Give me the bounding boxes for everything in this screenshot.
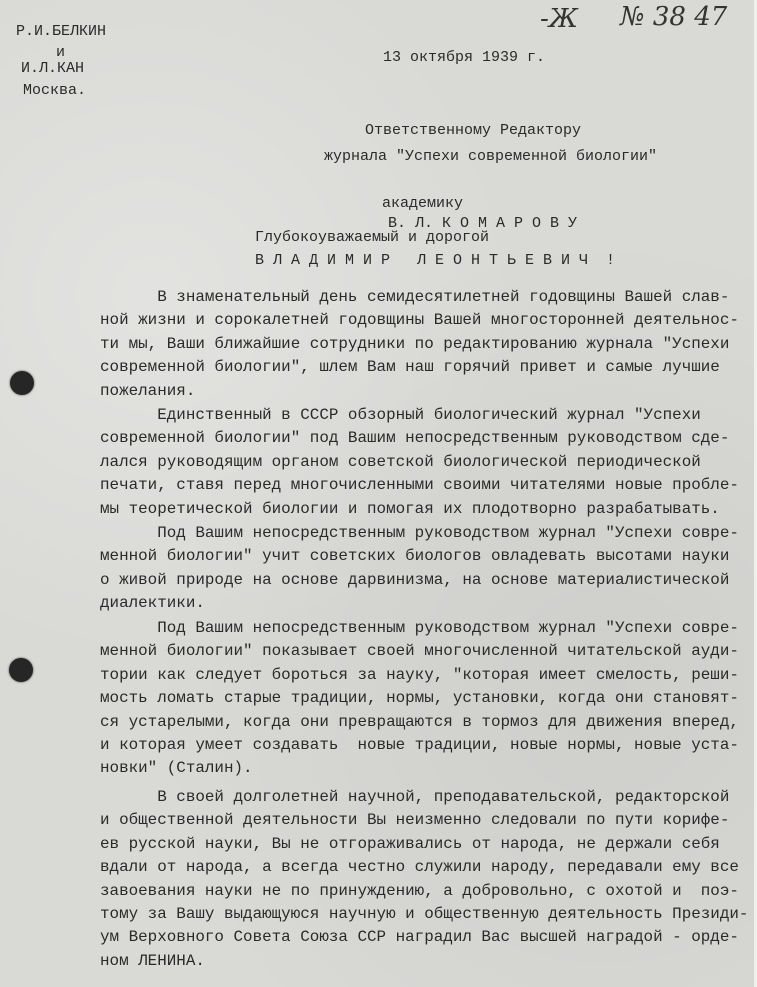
punch-hole-top xyxy=(10,371,34,395)
text-line: В знаменательный день семидесятилетней годовщины Вашей слав- xyxy=(100,288,730,306)
text-line: менной биологии" учит советских биологов овладевать высотами науки xyxy=(100,547,730,566)
addressee-journal: журнала "Успехи современной биологии" xyxy=(324,148,658,165)
text-line: менной биологии" показывает своей многочисленной читательской ауди- xyxy=(100,642,739,661)
text-line: диалектики. xyxy=(100,594,205,613)
text-line: ся устарелыми, когда они превращаются в тормоз для движения вперед, xyxy=(100,712,739,731)
addressee-prefix: академику xyxy=(382,195,464,212)
addressee-academic xyxy=(364,174,577,234)
salutation-name: В Л А Д И М И Р Л Е О Н Т Ь Е В И Ч ! xyxy=(255,252,616,269)
text-line: пожелания. xyxy=(100,381,196,400)
paragraph-4 xyxy=(100,617,750,781)
text-line: современной биологии", шлем Вам наш горячий привет и самые лучшие xyxy=(100,358,720,377)
text-line: ной жизни и сорокалетней годовщины Вашей многосторонней деятельнос- xyxy=(100,311,739,330)
punch-hole-bottom xyxy=(9,658,33,682)
text-line: и общественной деятельности Вы неизменно следовали по пути корифе- xyxy=(100,811,730,830)
text-line: вдали от народа, а всегда честно служили народу, передавали ему все xyxy=(100,858,739,877)
text-line: Под Вашим непосредственным руководством журнал "Успехи совре- xyxy=(100,524,739,542)
text-line: мость ломать старые традиции, нормы, установки, когда они становят- xyxy=(100,689,739,708)
text-line: ев русской науки, Вы не отгораживались от народа, не держали себя xyxy=(100,834,720,853)
letter-date: 13 октября 1939 г. xyxy=(383,49,546,66)
text-line: ум Верховного Совета Союза ССР наградил Вас высшей наградой - орде- xyxy=(100,928,739,947)
sender-name-2: И.Л.КАН xyxy=(21,60,85,77)
text-line: Под Вашим непосредственным руководством журнал "Успехи совре- xyxy=(100,619,739,637)
text-line: В своей долголетней научной, преподавательской, редакторской xyxy=(100,788,730,806)
text-line: лался руководящим органом советской биологической периодической xyxy=(100,452,701,471)
sender-conjunction: и xyxy=(56,44,66,61)
salutation-line-1: Глубокоуважаемый и дорогой xyxy=(255,229,490,246)
handwritten-registry-number: № 38 47 xyxy=(620,2,728,32)
text-line: Единственный в СССР обзорный биологический журнал "Успехи xyxy=(100,406,701,424)
text-line: печати, ставя перед многочисленными своими читателями новые пробле- xyxy=(100,476,739,495)
text-line: ти мы, Ваши ближайшие сотрудники по редактированию журнала "Успехи xyxy=(100,334,730,353)
paragraph-1 xyxy=(100,286,750,403)
text-line: мы теоретической биологии и помогая их плодотворно разрабатывать. xyxy=(100,499,720,518)
paragraph-2 xyxy=(100,404,750,521)
text-line: ном ЛЕНИНА. xyxy=(100,951,205,970)
text-line: и которая умеет создавать новые традиции, новые нормы, новые уста- xyxy=(100,735,739,754)
handwritten-dash-mark: -Ж xyxy=(540,4,578,34)
text-line: тории как следует бороться за науку, "которая имеет смелость, реши- xyxy=(100,665,739,684)
text-line: новки" (Сталин). xyxy=(100,759,253,778)
text-line: завоевания науки не по принуждению, а добровольно, с охотой и поэ- xyxy=(100,881,739,900)
paragraph-5 xyxy=(100,786,750,973)
text-line: о живой природе на основе дарвинизма, на основе материалистической xyxy=(100,570,730,589)
addressee-name: В. Л. К О М А Р О В У xyxy=(388,215,578,232)
sender-name-1: Р.И.БЕЛКИН xyxy=(16,23,107,40)
addressee-title: Ответственному Редактору xyxy=(365,122,582,139)
text-line: тому за Вашу выдающуюся научную и общественную деятельность Президи- xyxy=(100,904,749,923)
text-line: современной биологии" под Вашим непосредственным руководством сде- xyxy=(100,429,730,448)
sender-city: Москва. xyxy=(23,82,87,99)
paragraph-3 xyxy=(100,522,750,616)
